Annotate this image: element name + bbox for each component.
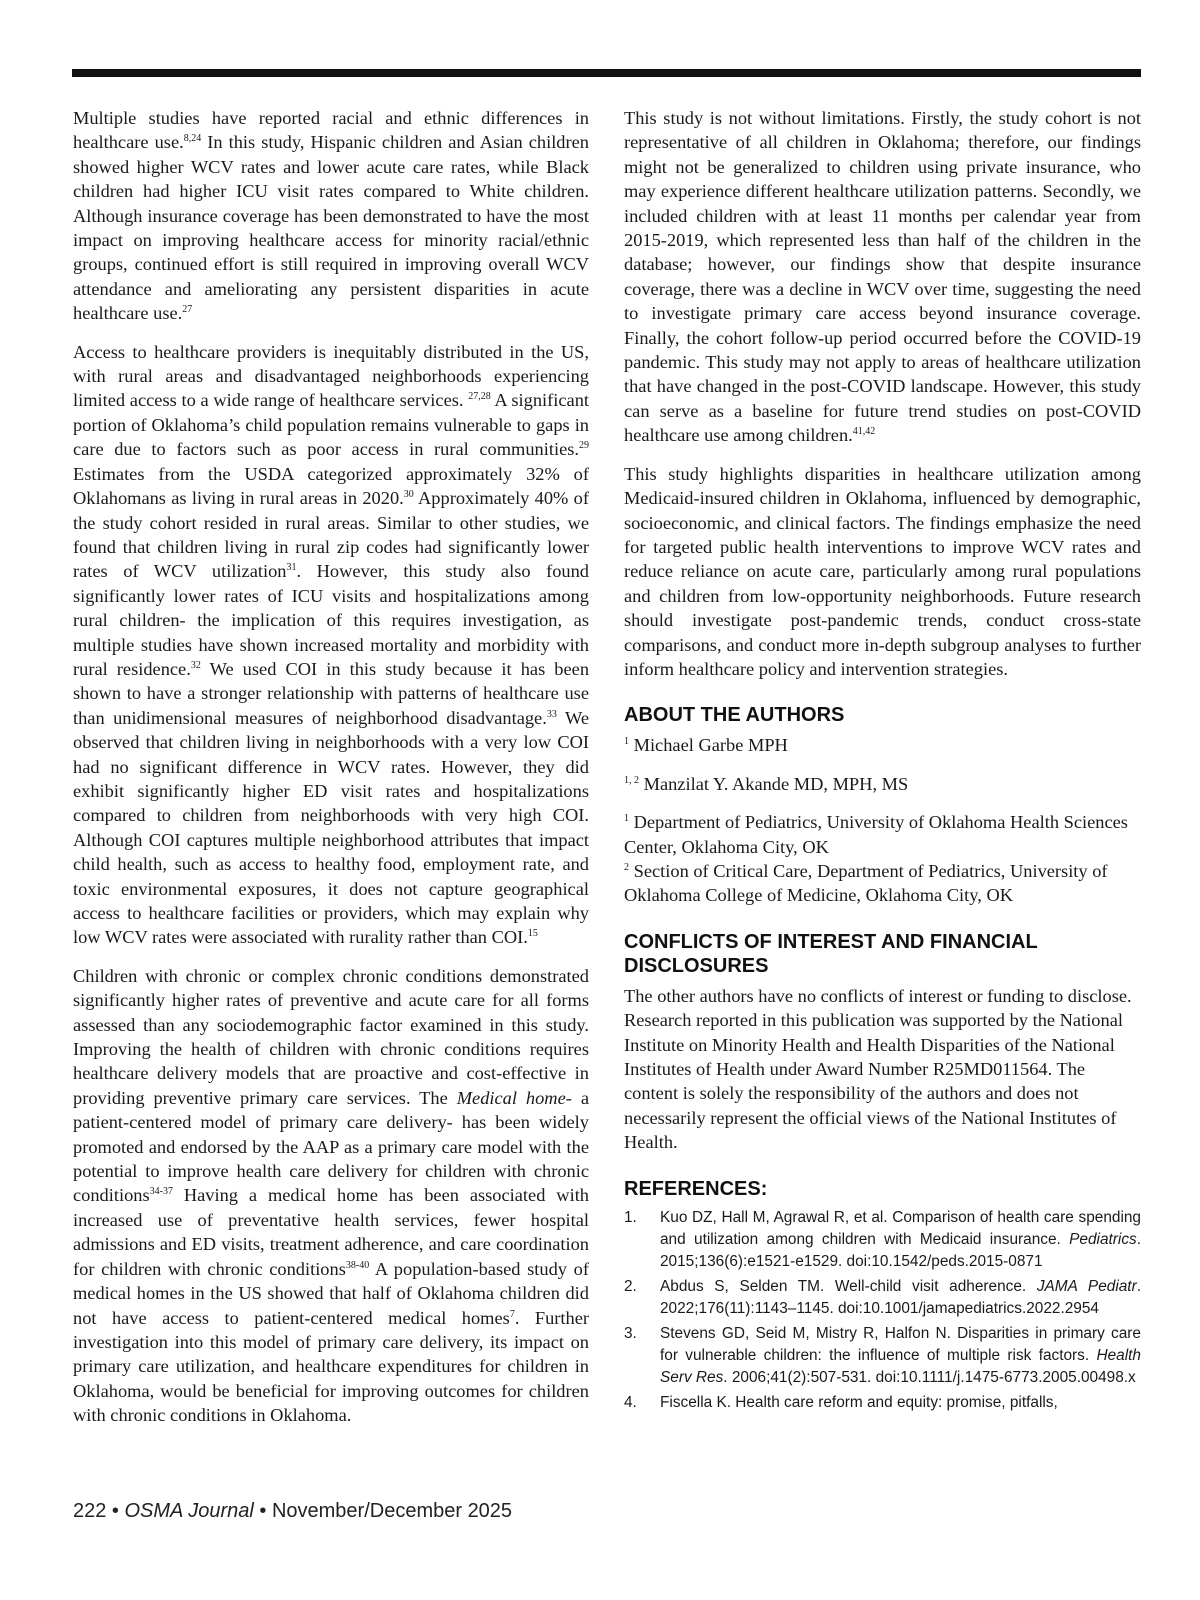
reference-item: 2. Abdus S, Selden TM. Well-child visit adherence. JAMA Pediatr. 2022;176(11):1143–1145. doi:10.1001/jamapediatrics.2022.2954	[624, 1277, 1141, 1317]
citation: 29	[579, 440, 589, 452]
paragraph-limitations: This study is not without limitations. Firstly, the study cohort is not representative of all children in Oklahoma; therefore, our findings might not be generalized to children using private insurance, who may experience different healthcare utilization patterns. Secondly, we included children with at least 11 months per calendar year from 2015-2019, which represented less than half of the children in the database; however, our findings show that despite insurance coverage, there was a decline in WCV over time, suggesting the need to investigate primary care access beyond insurance coverage. Finally, the cohort follow-up period occurred before the COVID-19 pandemic. This study may not apply to areas of healthcare utilization that have changed in the post-COVID landscape. However, this study can serve as a baseline for future trend studies on post-COVID healthcare use among children.$^{41,42}$	[624, 108, 1141, 446]
right-column	[624, 106, 1141, 1417]
citation: 38-40	[345, 1259, 370, 1271]
journal-name: OSMA Journal	[124, 1500, 254, 1522]
reference-item: 4. Fiscella K. Health care reform and equity: promise, pitfalls,	[624, 1393, 1058, 1411]
citation: 8,24	[183, 133, 202, 145]
affiliation: $^1$ Department of Pediatrics, University of Oklahoma Health Sciences Center, Oklahoma City, OK	[624, 812, 1128, 857]
paragraph-racial-ethnic: Multiple studies have reported racial and ethnic differences in healthcare use.$^{8,24}$ In this study, Hispanic children and Asian children showed higher WCV rates and lower acute care rates, while Black children had higher ICU visit rates compared to White children. Although insurance coverage has been demonstrated to have the most impact on improving healthcare access for minority racial/ethnic groups, continued effort is still required in improving overall WCV attendance and ameliorating any persistent disparities in acute healthcare use.$^{27}$	[73, 108, 589, 324]
paragraph-chronic-conditions: Children with chronic or complex chronic conditions demonstrated significantly higher rates of preventive and acute care for all forms assessed than any sociodemographic factor examined in this study. Improving the health of children with chronic conditions requires healthcare delivery models that are proactive and cost-effective in providing preventive primary care services. The Medical home- a patient-centered model of primary care delivery- has been widely promoted and endorsed by the AAP as a primary care model with the potential to improve health care delivery for children with chronic conditions$^{34-37}$ Having a medical home has been associated with increased use of preventative health services, fewer hospital admissions and ED visits, treatment adherence, and care coordination for children with chronic conditions$^{38-40}$ A population-based study of medical homes in the US showed that half of Oklahoma children did not have access to patient-centered medical homes$^7$. Further investigation into this model of primary care delivery, its impact on primary care utilization, and healthcare expenditures for children in Oklahoma, would be beneficial for improving outcomes for children with chronic conditions in Oklahoma.	[73, 965, 589, 1426]
author-line: $^1$ Michael Garbe MPH	[624, 735, 788, 756]
issue-date: November/December 2025	[271, 1500, 513, 1522]
about-authors-heading: ABOUT THE AUTHORS	[624, 704, 845, 727]
citation: 27	[182, 304, 193, 316]
conflicts-heading: CONFLICTS OF INTEREST AND FINANCIAL DISCLOSURES	[624, 930, 1038, 977]
reference-item: 3. Stevens GD, Seid M, Mistry R, Halfon N. Disparities in primary care for vulnerable children: the influence of multiple risk factors. Health Serv Res. 2006;41(2):507-531. doi:10.1111/j.1475-6773.2005.00498.x	[624, 1324, 1141, 1386]
citation: 33	[546, 708, 557, 720]
citation: 34-37	[149, 1186, 173, 1198]
reference-item: 1. Kuo DZ, Hall M, Agrawal R, et al. Comparison of health care spending and utilization among children with Medicaid insurance. Pediatrics. 2015;136(6):e1521-e1529. doi:10.1542/peds.2015-0871	[624, 1208, 1141, 1270]
citation: 7	[509, 1308, 515, 1320]
left-column	[73, 106, 589, 1442]
citation: 30	[403, 489, 414, 501]
affiliations	[624, 810, 1141, 908]
header-rule	[72, 69, 1141, 77]
page-number: 222	[73, 1500, 107, 1522]
paragraph-conclusion: This study highlights disparities in healthcare utilization among Medicaid-insured children in Oklahoma, influenced by demographic, socioeconomic, and clinical factors. The findings emphasize the need for targeted public health interventions to improve WCV rates and reduce reliance on acute care, particularly among rural populations and children from low-opportunity neighborhoods. Future research should investigate post-pandemic trends, conduct cross-state comparisons, and conduct more in-depth subgroup analyses to further inform healthcare policy and intervention strategies.	[624, 463, 1141, 679]
author-line: $^{1, 2}$ Manzilat Y. Akande MD, MPH, MS	[624, 773, 909, 794]
paragraph-rural-access: Access to healthcare providers is inequitably distributed in the US, with rural areas and disadvantaged neighborhoods experiencing limited access to a wide range of healthcare services. $^{27,28}$ A significant portion of Oklahoma’s child population remains vulnerable to gaps in care due to factors such as poor access in rural communities.$^{29}$ Estimates from the USDA categorized approximately 32% of Oklahomans as living in rural areas in 2020.30 Approximately 40% of the study cohort resided in rural areas. Similar to other studies, we found that children living in rural zip codes had significantly lower rates of WCV utilization$^{31}$. However, this study also found significantly lower rates of ICU visits and hospitalizations among rural children- the implication of this requires investigation, as multiple studies have shown increased mortality and morbidity with rural residence.$^{32}$ We used COI in this study because it has been shown to have a stronger relationship with patterns of healthcare use than unidimensional measures of neighborhood disadvantage.$^{33}$ We observed that children living in neighborhoods with a very low COI had no significant difference in WCV rates. However, they did exhibit significantly higher ED visit rates and hospitalizations compared to children from neighborhoods with very high COI. Although COI captures multiple neighborhood attributes that impact child health, such as access to healthy food, employment rate, and toxic environmental exposures, it does not capture geographical access to healthcare facilities or providers, which may explain why low WCV rates were associated with rurality rather than COI.$^{15}$	[73, 341, 590, 948]
page-footer: 222 • OSMA Journal • November/December 2025	[73, 1500, 513, 1522]
citation: 31	[286, 562, 297, 574]
citation: 32	[190, 659, 201, 671]
citation: 27,28	[468, 391, 491, 403]
disclosure-text: The other authors have no conflicts of interest or funding to disclose. Research reported in this publication was supported by the National Institute on Minority Health and Health Disparities of the National Institutes of Health under Award Number R25MD011564. The content is solely the responsibility of the authors and does not necessarily represent the official views of the National Institutes of Health.	[624, 985, 1132, 1153]
reference-list	[624, 1207, 1141, 1414]
references-heading: REFERENCES:	[624, 1177, 768, 1200]
affiliation: $^2$ Section of Critical Care, Department of Pediatrics, University of Oklahoma College of Medicine, Oklahoma City, OK	[624, 860, 1108, 906]
citation: 15	[527, 928, 538, 940]
citation: 41,42	[852, 426, 876, 438]
